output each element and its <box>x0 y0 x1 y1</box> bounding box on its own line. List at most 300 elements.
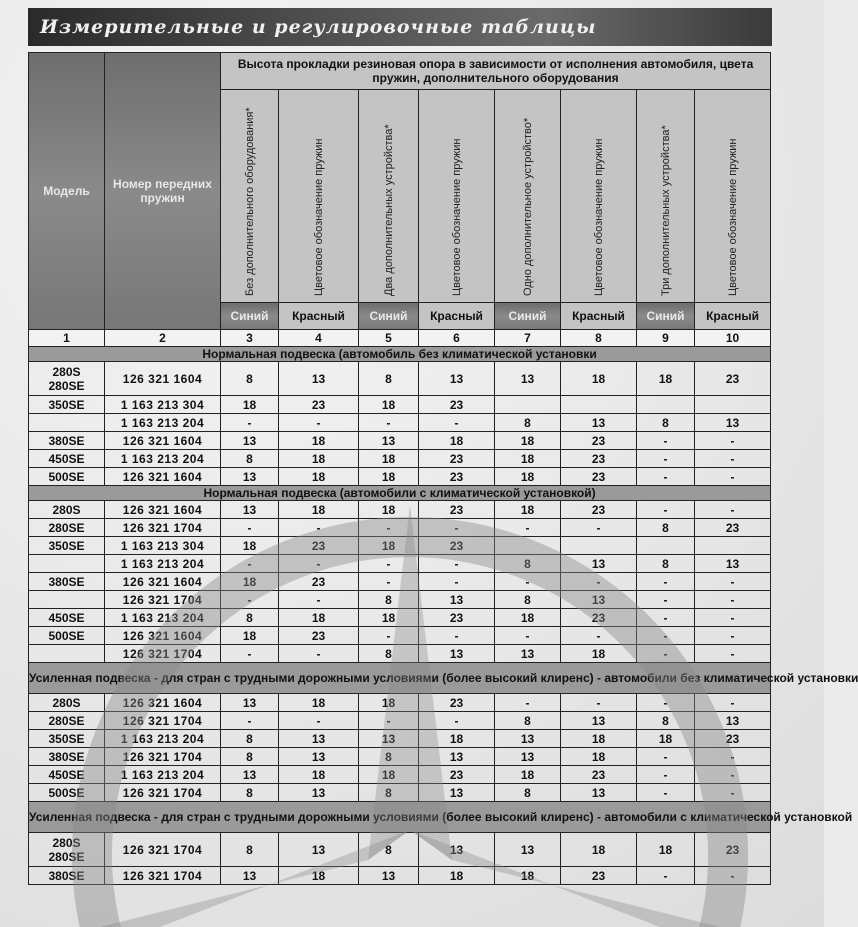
section-title: Усиленная подвеска - для стран с трудными дорожными условиями (более высокий клиренс) - автомобили с климатической установкой <box>29 802 771 833</box>
value-cell: 18 <box>419 432 495 450</box>
spring-number-cell: 126 321 1704 <box>105 748 221 766</box>
value-cell: - <box>419 519 495 537</box>
value-cell: 18 <box>495 501 561 519</box>
header-sub-2 <box>279 90 359 303</box>
value-cell: 8 <box>637 414 695 432</box>
value-cell: 18 <box>561 833 637 867</box>
value-cell: - <box>637 468 695 486</box>
value-cell: 8 <box>359 748 419 766</box>
header-sub-label: Цветовое обозначение пружин <box>592 138 605 296</box>
value-cell: - <box>695 573 771 591</box>
table-row <box>29 501 771 519</box>
value-cell: 23 <box>561 432 637 450</box>
value-cell: 18 <box>561 730 637 748</box>
value-cell: 23 <box>419 609 495 627</box>
value-cell: - <box>359 627 419 645</box>
value-cell: 13 <box>279 730 359 748</box>
value-cell: - <box>695 501 771 519</box>
spring-number-cell: 126 321 1604 <box>105 501 221 519</box>
value-cell: 18 <box>221 573 279 591</box>
value-cell: - <box>637 450 695 468</box>
spring-number-cell: 1 163 213 204 <box>105 730 221 748</box>
model-cell: 380SE <box>29 748 105 766</box>
header-sub-label: Цветовое обозначение пружин <box>450 138 463 296</box>
value-cell: 13 <box>221 432 279 450</box>
value-cell <box>561 396 637 414</box>
value-cell: 8 <box>359 591 419 609</box>
model-cell: 280SE <box>29 712 105 730</box>
value-cell: - <box>561 519 637 537</box>
value-cell: - <box>637 748 695 766</box>
value-cell: - <box>495 694 561 712</box>
model-cell: 500SE <box>29 784 105 802</box>
value-cell: 8 <box>359 362 419 396</box>
header-sub-3 <box>359 90 419 303</box>
value-cell: 23 <box>419 468 495 486</box>
value-cell: 13 <box>359 432 419 450</box>
spring-number-cell: 126 321 1704 <box>105 645 221 663</box>
table-row <box>29 712 771 730</box>
value-cell: 18 <box>359 468 419 486</box>
value-cell: 18 <box>637 833 695 867</box>
header-sub-label: Одно дополнительное устройство* <box>521 117 534 296</box>
spring-number-cell: 1 163 213 304 <box>105 537 221 555</box>
value-cell: - <box>695 450 771 468</box>
value-cell: 8 <box>359 645 419 663</box>
header-sub-6 <box>561 90 637 303</box>
value-cell: - <box>561 694 637 712</box>
value-cell: - <box>695 867 771 885</box>
value-cell: 13 <box>279 784 359 802</box>
value-cell: 13 <box>419 784 495 802</box>
value-cell: 18 <box>359 694 419 712</box>
value-cell: - <box>695 748 771 766</box>
value-cell: 8 <box>221 784 279 802</box>
value-cell: - <box>495 573 561 591</box>
table-row <box>29 519 771 537</box>
value-cell: - <box>695 766 771 784</box>
table-row <box>29 573 771 591</box>
value-cell: 18 <box>495 867 561 885</box>
value-cell: 23 <box>419 537 495 555</box>
model-cell: 350SE <box>29 537 105 555</box>
spring-number-cell: 1 163 213 204 <box>105 609 221 627</box>
spring-number-cell: 126 321 1704 <box>105 867 221 885</box>
header-model: Модель <box>29 53 105 330</box>
table-row <box>29 362 771 396</box>
header-color-8: Красный <box>695 303 771 330</box>
value-cell: - <box>419 573 495 591</box>
value-cell: - <box>221 414 279 432</box>
value-cell: - <box>695 609 771 627</box>
model-cell: 380SE <box>29 573 105 591</box>
value-cell: 13 <box>495 645 561 663</box>
value-cell: 13 <box>695 414 771 432</box>
header-sub-5 <box>495 90 561 303</box>
header-color-6: Красный <box>561 303 637 330</box>
value-cell: 13 <box>221 694 279 712</box>
value-cell: - <box>419 627 495 645</box>
model-cell <box>29 591 105 609</box>
value-cell: 23 <box>695 362 771 396</box>
value-cell: - <box>279 414 359 432</box>
header-color-3: Синий <box>359 303 419 330</box>
model-cell <box>29 414 105 432</box>
value-cell: 18 <box>279 501 359 519</box>
table-row <box>29 694 771 712</box>
value-cell: 8 <box>495 414 561 432</box>
value-cell: - <box>695 784 771 802</box>
value-cell: 23 <box>419 766 495 784</box>
value-cell: - <box>221 591 279 609</box>
header-color-4: Красный <box>419 303 495 330</box>
header-sub-8 <box>695 90 771 303</box>
value-cell <box>695 396 771 414</box>
table-row <box>29 468 771 486</box>
model-cell: 380SE <box>29 867 105 885</box>
spring-number-cell: 1 163 213 304 <box>105 396 221 414</box>
value-cell: 13 <box>695 712 771 730</box>
header-spring: Номер передних пружин <box>105 53 221 330</box>
value-cell: 8 <box>637 519 695 537</box>
header-sub-7 <box>637 90 695 303</box>
column-number-9: 9 <box>637 330 695 347</box>
banner-title: Измерительные и регулировочные таблицы <box>40 16 597 38</box>
model-cell <box>29 645 105 663</box>
value-cell: 13 <box>561 591 637 609</box>
value-cell: 13 <box>561 712 637 730</box>
table-row <box>29 784 771 802</box>
value-cell: - <box>695 468 771 486</box>
table-row <box>29 766 771 784</box>
value-cell: 13 <box>419 591 495 609</box>
value-cell: 13 <box>359 867 419 885</box>
value-cell: 18 <box>279 867 359 885</box>
spring-table <box>28 52 858 885</box>
value-cell: - <box>695 645 771 663</box>
section-row <box>29 486 771 501</box>
value-cell: 23 <box>561 501 637 519</box>
header-sub-label: Два дополнительных устройства* <box>382 124 395 296</box>
value-cell: 23 <box>279 573 359 591</box>
value-cell <box>695 537 771 555</box>
value-cell: 8 <box>221 362 279 396</box>
value-cell <box>495 396 561 414</box>
model-cell: 280S <box>29 501 105 519</box>
table-row <box>29 627 771 645</box>
value-cell <box>561 537 637 555</box>
spring-number-cell: 126 321 1604 <box>105 694 221 712</box>
value-cell: 8 <box>359 784 419 802</box>
column-number-1: 1 <box>29 330 105 347</box>
section-row <box>29 802 771 833</box>
model-cell: 450SE <box>29 609 105 627</box>
table-row <box>29 414 771 432</box>
value-cell: - <box>695 627 771 645</box>
value-cell: 13 <box>359 730 419 748</box>
value-cell: 23 <box>561 609 637 627</box>
value-cell: 18 <box>359 450 419 468</box>
table-row <box>29 730 771 748</box>
section-title: Усиленная подвеска - для стран с трудными дорожными условиями (более высокий клиренс) - автомобили без климатической установки <box>29 663 771 694</box>
value-cell: - <box>561 573 637 591</box>
value-cell: 13 <box>221 766 279 784</box>
header-color-7: Синий <box>637 303 695 330</box>
column-number-10: 10 <box>695 330 771 347</box>
spring-number-cell: 126 321 1704 <box>105 712 221 730</box>
header-sub-4 <box>419 90 495 303</box>
value-cell: 18 <box>359 537 419 555</box>
value-cell: 18 <box>221 537 279 555</box>
model-cell: 380SE <box>29 432 105 450</box>
value-cell: 23 <box>419 694 495 712</box>
model-cell: 350SE <box>29 730 105 748</box>
value-cell: 18 <box>279 432 359 450</box>
value-cell: 13 <box>221 468 279 486</box>
spring-number-cell: 126 321 1604 <box>105 432 221 450</box>
column-number-5: 5 <box>359 330 419 347</box>
spring-number-cell: 1 163 213 204 <box>105 414 221 432</box>
value-cell: - <box>221 645 279 663</box>
header-sub-label: Цветовое обозначение пружин <box>726 138 739 296</box>
value-cell: - <box>637 501 695 519</box>
value-cell: 18 <box>495 609 561 627</box>
header-color-5: Синий <box>495 303 561 330</box>
value-cell: 18 <box>495 432 561 450</box>
value-cell: - <box>495 627 561 645</box>
value-cell: 13 <box>279 748 359 766</box>
value-cell: 8 <box>495 784 561 802</box>
value-cell: 18 <box>359 609 419 627</box>
value-cell: - <box>419 555 495 573</box>
column-number-3: 3 <box>221 330 279 347</box>
value-cell: - <box>279 645 359 663</box>
value-cell: 13 <box>419 748 495 766</box>
value-cell: - <box>359 573 419 591</box>
value-cell: 23 <box>419 501 495 519</box>
header-color-2: Красный <box>279 303 359 330</box>
header-color-1: Синий <box>221 303 279 330</box>
value-cell: 13 <box>495 362 561 396</box>
model-cell: 500SE <box>29 627 105 645</box>
value-cell: 18 <box>561 645 637 663</box>
value-cell: 23 <box>561 867 637 885</box>
value-cell: - <box>637 867 695 885</box>
model-cell: 450SE <box>29 766 105 784</box>
value-cell: 13 <box>495 748 561 766</box>
table-row <box>29 537 771 555</box>
table-row <box>29 867 771 885</box>
value-cell: - <box>637 784 695 802</box>
value-cell: - <box>279 591 359 609</box>
value-cell: 18 <box>495 766 561 784</box>
value-cell: 13 <box>495 730 561 748</box>
value-cell: - <box>637 627 695 645</box>
value-cell: 18 <box>359 501 419 519</box>
value-cell: 8 <box>221 748 279 766</box>
value-cell: 18 <box>561 748 637 766</box>
table-row <box>29 645 771 663</box>
value-cell: - <box>221 712 279 730</box>
value-cell: 13 <box>419 362 495 396</box>
model-cell: 280S 280SE <box>29 833 105 867</box>
value-cell: - <box>279 519 359 537</box>
value-cell: - <box>359 712 419 730</box>
value-cell: - <box>637 432 695 450</box>
value-cell: 13 <box>419 645 495 663</box>
value-cell: 18 <box>419 730 495 748</box>
value-cell: - <box>695 591 771 609</box>
value-cell: 23 <box>561 450 637 468</box>
header-sub-1 <box>221 90 279 303</box>
spring-number-cell: 126 321 1704 <box>105 519 221 537</box>
value-cell: 18 <box>279 450 359 468</box>
value-cell: - <box>637 573 695 591</box>
value-cell: - <box>637 609 695 627</box>
value-cell: 13 <box>495 833 561 867</box>
value-cell: 8 <box>495 591 561 609</box>
value-cell: 13 <box>419 833 495 867</box>
spring-number-cell: 126 321 1604 <box>105 627 221 645</box>
value-cell: 23 <box>695 833 771 867</box>
spring-number-cell: 126 321 1604 <box>105 468 221 486</box>
value-cell: - <box>359 519 419 537</box>
spring-number-cell: 1 163 213 204 <box>105 555 221 573</box>
value-cell: - <box>695 432 771 450</box>
spring-number-cell: 126 321 1704 <box>105 784 221 802</box>
value-cell: - <box>359 414 419 432</box>
value-cell: 18 <box>279 694 359 712</box>
value-cell <box>637 396 695 414</box>
value-cell: 23 <box>279 537 359 555</box>
table-row <box>29 432 771 450</box>
value-cell: - <box>221 519 279 537</box>
value-cell: 23 <box>279 396 359 414</box>
section-title: Нормальная подвеска (автомобиль без климатической установки <box>29 347 771 362</box>
column-number-7: 7 <box>495 330 561 347</box>
table-row <box>29 450 771 468</box>
section-row <box>29 663 771 694</box>
value-cell: 23 <box>279 627 359 645</box>
header-sub-label: Цветовое обозначение пружин <box>312 138 325 296</box>
spring-number-cell: 126 321 1604 <box>105 362 221 396</box>
value-cell: 23 <box>419 450 495 468</box>
table-row <box>29 748 771 766</box>
value-cell: 18 <box>279 468 359 486</box>
value-cell: 18 <box>637 730 695 748</box>
value-cell: 8 <box>221 730 279 748</box>
value-cell: 13 <box>221 867 279 885</box>
value-cell: 18 <box>279 609 359 627</box>
spring-number-cell: 126 321 1704 <box>105 591 221 609</box>
column-number-6: 6 <box>419 330 495 347</box>
section-title: Нормальная подвеска (автомобили с климатической установкой) <box>29 486 771 501</box>
value-cell: 8 <box>221 609 279 627</box>
value-cell <box>495 537 561 555</box>
section-row <box>29 347 771 362</box>
value-cell <box>637 537 695 555</box>
value-cell: 23 <box>695 730 771 748</box>
value-cell: 8 <box>221 450 279 468</box>
header-group-title: Высота прокладки резиновая опора в зависимости от исполнения автомобиля, цвета пружин, дополнительного оборудования <box>221 53 771 90</box>
value-cell: 13 <box>561 414 637 432</box>
value-cell: 18 <box>359 766 419 784</box>
model-cell <box>29 555 105 573</box>
value-cell: 8 <box>637 712 695 730</box>
value-cell: - <box>637 766 695 784</box>
value-cell: 18 <box>495 468 561 486</box>
column-number-2: 2 <box>105 330 221 347</box>
value-cell: 18 <box>419 867 495 885</box>
spring-number-cell: 126 321 1704 <box>105 833 221 867</box>
value-cell: 23 <box>419 396 495 414</box>
value-cell: 13 <box>221 501 279 519</box>
model-cell: 280SE <box>29 519 105 537</box>
value-cell: - <box>279 712 359 730</box>
value-cell: 18 <box>359 396 419 414</box>
value-cell: - <box>561 627 637 645</box>
model-cell: 280S <box>29 694 105 712</box>
table-row <box>29 833 771 867</box>
value-cell: 18 <box>637 362 695 396</box>
value-cell: 8 <box>495 712 561 730</box>
value-cell: 8 <box>495 555 561 573</box>
value-cell: 18 <box>221 627 279 645</box>
value-cell: - <box>221 555 279 573</box>
model-cell: 500SE <box>29 468 105 486</box>
value-cell: - <box>637 591 695 609</box>
value-cell: 8 <box>359 833 419 867</box>
value-cell: - <box>695 694 771 712</box>
table-row <box>29 591 771 609</box>
spring-number-cell: 1 163 213 204 <box>105 450 221 468</box>
value-cell: - <box>419 414 495 432</box>
value-cell: 23 <box>561 766 637 784</box>
value-cell: 18 <box>495 450 561 468</box>
table-row <box>29 555 771 573</box>
value-cell: 23 <box>695 519 771 537</box>
value-cell: 13 <box>561 784 637 802</box>
value-cell: 13 <box>695 555 771 573</box>
value-cell: 13 <box>279 833 359 867</box>
value-cell: - <box>637 645 695 663</box>
spring-number-cell: 126 321 1604 <box>105 573 221 591</box>
value-cell: 13 <box>279 362 359 396</box>
value-cell: 18 <box>279 766 359 784</box>
value-cell: 23 <box>561 468 637 486</box>
table-row <box>29 396 771 414</box>
column-number-8: 8 <box>561 330 637 347</box>
spring-number-cell: 1 163 213 204 <box>105 766 221 784</box>
value-cell: - <box>279 555 359 573</box>
value-cell: - <box>359 555 419 573</box>
header-sub-label: Без дополнительного оборудования* <box>243 107 256 296</box>
value-cell: - <box>495 519 561 537</box>
model-cell: 450SE <box>29 450 105 468</box>
model-cell: 350SE <box>29 396 105 414</box>
header-sub-label: Три дополнительных устройства* <box>659 125 672 296</box>
value-cell: 13 <box>561 555 637 573</box>
column-number-4: 4 <box>279 330 359 347</box>
table-row <box>29 609 771 627</box>
value-cell: - <box>637 694 695 712</box>
banner <box>28 8 772 46</box>
model-cell: 280S 280SE <box>29 362 105 396</box>
value-cell: - <box>419 712 495 730</box>
value-cell: 18 <box>221 396 279 414</box>
value-cell: 8 <box>637 555 695 573</box>
value-cell: 18 <box>561 362 637 396</box>
